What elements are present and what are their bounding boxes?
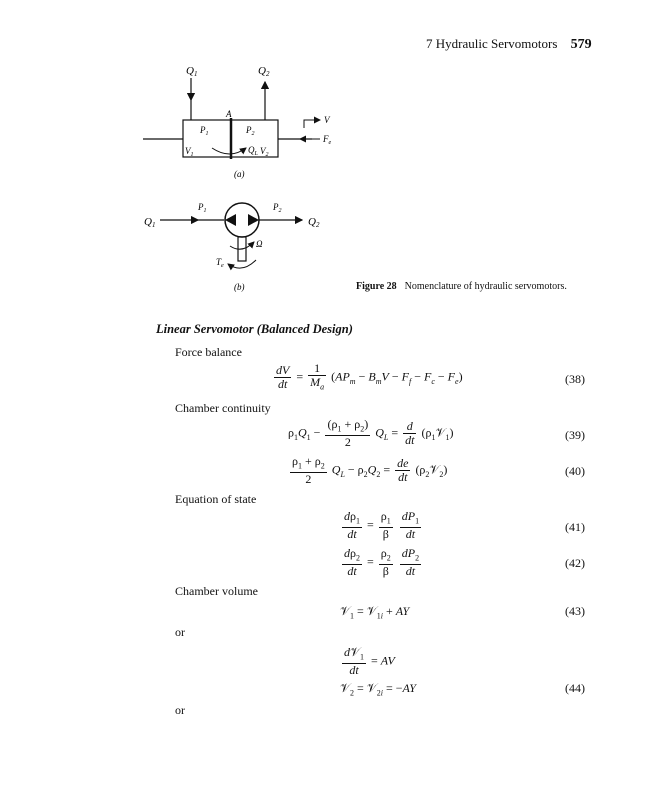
section-title: Linear Servomotor (Balanced Design) — [156, 322, 353, 336]
figure-b — [144, 202, 320, 292]
speed-arrow — [230, 242, 254, 249]
eq44-number: (44) — [565, 681, 585, 695]
fig-a-ql-label: $Q_L$ — [248, 145, 258, 157]
running-title: 7 Hydraulic Servomotors — [426, 36, 558, 51]
label-or-2: or — [175, 703, 185, 717]
fig-a-v2-label: $V_2$ — [260, 146, 269, 158]
fig-a-force-label: $F_e$ — [323, 134, 332, 146]
motor-port-left — [225, 214, 236, 226]
label-force-balance: Force balance — [175, 345, 242, 359]
eq40-number: (40) — [565, 464, 585, 478]
fig-a-p1-label: $P_1$ — [200, 125, 209, 137]
eq38-number: (38) — [565, 372, 585, 386]
eq42-number: (42) — [565, 556, 585, 570]
fig-b-p2-label: $P_2$ — [273, 202, 282, 214]
eq43-number: (43) — [565, 604, 585, 618]
velocity-indicator — [304, 120, 314, 128]
equation-41: $\frac{d\rho_1}{dt}$ = $\frac{\rho_1}{\beta}$ $\frac{dP_1}{dt}$ — [344, 509, 420, 542]
label-or-1: or — [175, 625, 185, 639]
figure-28-diagram — [140, 60, 340, 295]
equation-38: $\frac{dV}{dt}$ = $\frac{1}{M_a}$ $(AP_m - B_mV - F_f - F_c - F_e)$ — [276, 361, 463, 392]
leakage-flow-arrow — [212, 148, 246, 154]
figure-caption — [356, 281, 567, 292]
equation-43b: $\frac{d𝒱_1}{dt}$ = AV — [344, 645, 395, 678]
fig-b-sublabel: (b) — [234, 282, 245, 292]
equation-40: $\frac{\rho_1 + \rho_2}{2}$ $Q_L - \rho_2Q_2$ = $\frac{de}{dt}$ $(\rho_2𝒱_2)$ — [292, 454, 448, 487]
fig-a-q1-label: Q1 — [186, 65, 198, 78]
eq39-number: (39) — [565, 428, 585, 442]
page-number: 579 — [570, 37, 592, 52]
fig-a-v1-label: $V_1$ — [185, 146, 194, 158]
fig-b-q1-label: Q1 — [144, 216, 156, 229]
fig-a-area-label: A — [226, 109, 232, 119]
eq41-number: (41) — [565, 520, 585, 534]
fig-a-q2-label: Q2 — [258, 65, 270, 78]
equation-44: 𝒱$_2$ = 𝒱$_{2i}$ = −AY — [340, 681, 416, 698]
equation-39: $\rho_1Q_1$ − $\frac{(\rho_1 + \rho_2)}{2}$ $Q_L$ = $\frac{d}{dt}$ $(\rho_1𝒱_1)$ — [288, 417, 454, 450]
fig-b-omega-label: Ω — [256, 239, 263, 249]
motor-port-right — [248, 214, 259, 226]
figure-caption-text: Nomenclature of hydraulic servomotors. — [404, 281, 567, 292]
figure-a — [143, 65, 332, 179]
running-header — [426, 36, 592, 53]
label-chamber-volume: Chamber volume — [175, 584, 258, 598]
equation-42: $\frac{d\rho_2}{dt}$ = $\frac{\rho_2}{\beta}$ $\frac{dP_2}{dt}$ — [344, 546, 420, 579]
figure-caption-label: Figure 28 — [356, 281, 397, 292]
fig-a-sublabel: (a) — [234, 169, 245, 179]
fig-a-velocity-label: V — [324, 115, 330, 125]
fig-b-torque-label: $T_e$ — [216, 257, 224, 269]
label-chamber-continuity: Chamber continuity — [175, 401, 271, 415]
fig-a-p2-label: $P_2$ — [246, 125, 255, 137]
fig-b-p1-label: $P_1$ — [198, 202, 207, 214]
fig-b-q2-label: Q2 — [308, 216, 320, 229]
equation-43: 𝒱$_1$ = 𝒱$_{1i}$ + AY — [340, 604, 410, 621]
label-equation-of-state: Equation of state — [175, 492, 257, 506]
